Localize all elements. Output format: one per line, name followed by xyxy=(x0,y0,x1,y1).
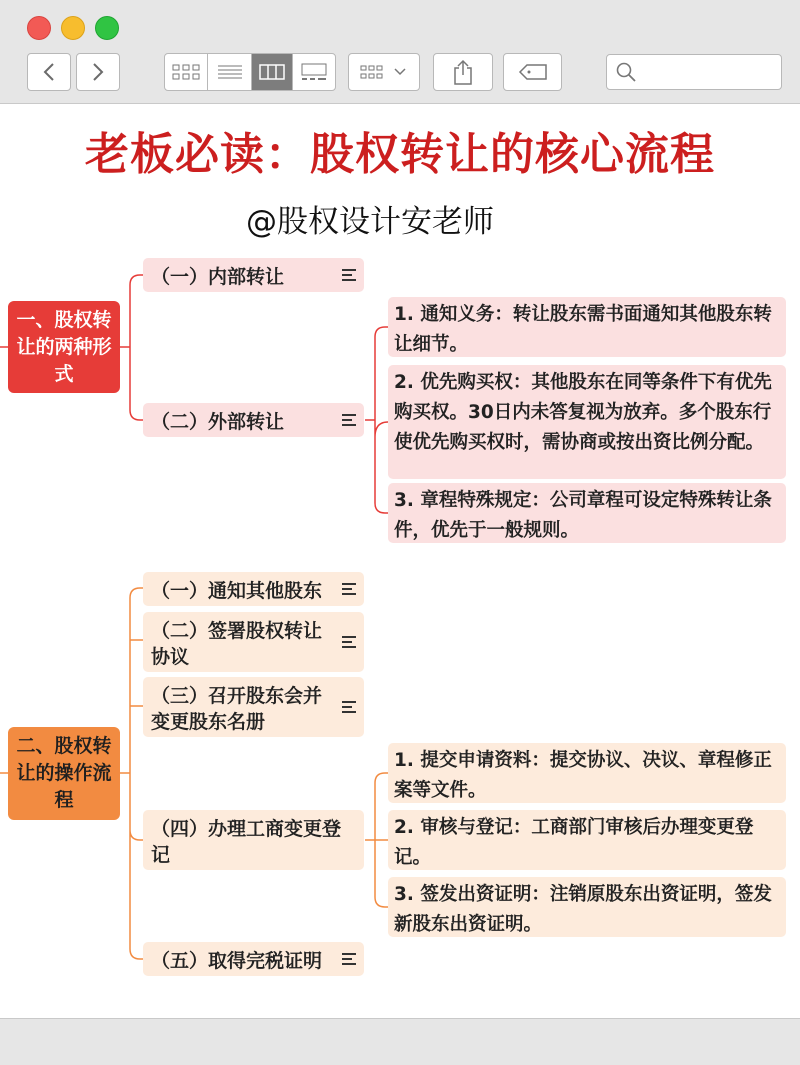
section2-item-label: （二）签署股权转让协议 xyxy=(151,620,323,668)
section2-item-shareholder-meeting[interactable] xyxy=(143,677,364,737)
section1-detail-preemption: 2. 优先购买权：其他股东在同等条件下有优先购买权。30日内未答复视为放弃。多个股东行使优先购买权时，需协商或按出资比例分配。 xyxy=(388,365,786,479)
hamburger-menu-icon[interactable] xyxy=(342,953,356,965)
hamburger-menu-icon[interactable] xyxy=(342,636,356,648)
section1-item-internal-transfer[interactable] xyxy=(143,258,364,292)
section2-item-label: （一）通知其他股东 xyxy=(151,580,323,602)
section1-detail-bylaws: 3. 章程特殊规定：公司章程可设定特殊转让条件，优先于一般规则。 xyxy=(388,483,786,543)
section1-detail-notice: 1. 通知义务：转让股东需书面通知其他股东转让细节。 xyxy=(388,297,786,357)
section1-item-label: （二）外部转让 xyxy=(151,411,285,433)
section1-item-label: （一）内部转让 xyxy=(151,266,285,288)
hamburger-menu-icon[interactable] xyxy=(342,269,356,281)
section2-detail-certificate: 3. 签发出资证明：注销原股东出资证明，签发新股东出资证明。 xyxy=(388,877,786,937)
page-title: 老板必读：股权转让的核心流程 xyxy=(85,129,715,180)
section2-root-node: 二、股权转让的操作流程 xyxy=(8,727,120,820)
section1-root-node: 一、股权转让的两种形式 xyxy=(8,301,120,393)
section2-item-notify[interactable] xyxy=(143,572,364,606)
author-handle: @股权设计安老师 xyxy=(246,204,494,240)
hamburger-menu-icon[interactable] xyxy=(342,701,356,713)
section1-item-external-transfer[interactable] xyxy=(143,403,364,437)
hamburger-menu-icon[interactable] xyxy=(342,414,356,426)
section2-item-label: （三）召开股东会并变更股东名册 xyxy=(151,685,323,733)
section2-item-label: （五）取得完税证明 xyxy=(151,950,323,972)
section2-item-label: （四）办理工商变更登记 xyxy=(151,818,342,866)
window-statusbar xyxy=(0,1018,800,1065)
section2-detail-submit: 1. 提交申请资料：提交协议、决议、章程修正案等文件。 xyxy=(388,743,786,803)
section2-item-business-registration[interactable] xyxy=(143,810,364,870)
section2-item-sign-agreement[interactable] xyxy=(143,612,364,672)
section2-item-tax-certificate[interactable] xyxy=(143,942,364,976)
section2-detail-review: 2. 审核与登记：工商部门审核后办理变更登记。 xyxy=(388,810,786,870)
hamburger-menu-icon[interactable] xyxy=(342,583,356,595)
